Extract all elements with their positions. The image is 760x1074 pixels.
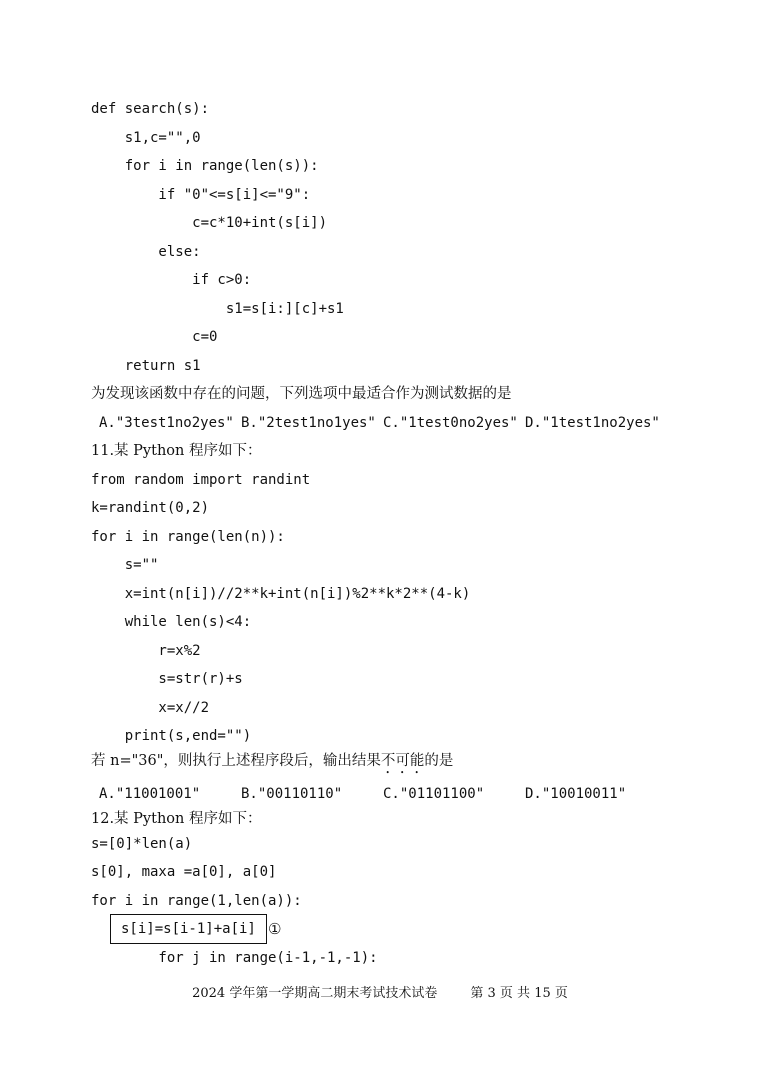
boxed-code-blank: s[i]=s[i-1]+a[i] bbox=[110, 914, 267, 944]
q12-title: 12.某 Python 程序如下： bbox=[91, 811, 262, 827]
q11-option-d: D."10010011" bbox=[525, 786, 627, 802]
q11-question-emphasis: 不可能 bbox=[380, 753, 425, 769]
code-line: s="" bbox=[91, 557, 159, 573]
code-line: else: bbox=[91, 244, 201, 260]
code-line: if "0"<=s[i]<="9": bbox=[91, 187, 311, 203]
code-line: for i in range(len(s)): bbox=[91, 158, 319, 174]
code-line: r=x%2 bbox=[91, 643, 201, 659]
q10-option-b: B."2test1no1yes" bbox=[241, 415, 376, 431]
code-line: s=str(r)+s bbox=[91, 671, 243, 687]
footer-exam-title: 2024 学年第一学期高二期末考试技术试卷 bbox=[192, 986, 438, 1001]
q11-question bbox=[91, 752, 453, 777]
code-line: for i in range(1,len(a)): bbox=[91, 893, 302, 909]
q10-option-d: D."1test1no2yes" bbox=[525, 415, 660, 431]
q11-question-suffix: 的是 bbox=[424, 753, 454, 769]
code-line: c=0 bbox=[91, 329, 218, 345]
q11-question-prefix: 若 n="36"，则执行上述程序段后，输出结果 bbox=[91, 753, 381, 769]
code-line: k=randint(0,2) bbox=[91, 500, 210, 516]
q11-title: 11.某 Python 程序如下： bbox=[91, 443, 262, 459]
footer-page-number: 第 3 页 共 15 页 bbox=[470, 986, 568, 1001]
code-line: def search(s): bbox=[91, 101, 210, 117]
code-line: if c>0: bbox=[91, 272, 252, 288]
code-line: for j in range(i-1,-1,-1): bbox=[91, 950, 378, 966]
code-line: while len(s)<4: bbox=[91, 614, 252, 630]
q10-option-c: C."1test0no2yes" bbox=[383, 415, 518, 431]
page-footer bbox=[0, 985, 760, 1003]
code-line: x=x//2 bbox=[91, 700, 210, 716]
code-line: s1=s[i:][c]+s1 bbox=[91, 301, 344, 317]
q11-option-b: B."00110110" bbox=[241, 786, 343, 802]
q10-question: 为发现该函数中存在的问题，下列选项中最适合作为测试数据的是 bbox=[91, 386, 512, 402]
q11-option-c: C."01101100" bbox=[383, 786, 485, 802]
code-line: from random import randint bbox=[91, 472, 311, 488]
code-line: s[0], maxa =a[0], a[0] bbox=[91, 864, 277, 880]
code-line: c=c*10+int(s[i]) bbox=[91, 215, 328, 231]
code-line: x=int(n[i])//2**k+int(n[i])%2**k*2**(4-k) bbox=[91, 586, 471, 602]
code-line: print(s,end="") bbox=[91, 728, 252, 744]
q10-option-a: A."3test1no2yes" bbox=[99, 415, 234, 431]
code-line: return s1 bbox=[91, 358, 201, 374]
code-line: for i in range(len(n)): bbox=[91, 529, 285, 545]
blank-marker-1: ① bbox=[268, 920, 282, 938]
code-line: s=[0]*len(a) bbox=[91, 836, 193, 852]
code-line: s1,c="",0 bbox=[91, 130, 201, 146]
q11-option-a: A."11001001" bbox=[99, 786, 201, 802]
